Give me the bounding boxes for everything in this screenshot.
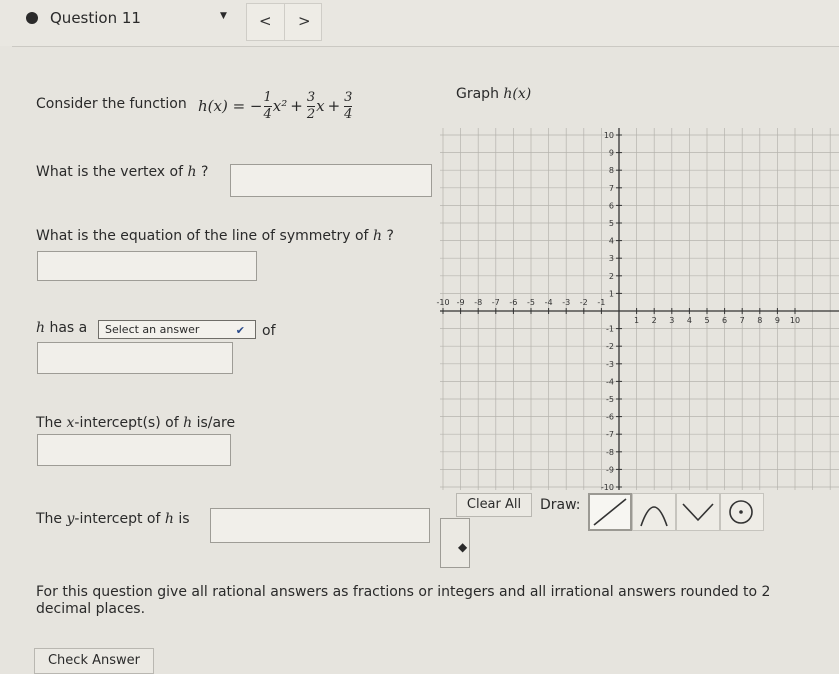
x-tick-label: 1: [634, 316, 640, 325]
symmetry-input[interactable]: [37, 251, 257, 281]
x-tick-label: -8: [474, 298, 483, 307]
x-tick-label: 9: [774, 316, 780, 325]
y-tick-label: 3: [608, 254, 614, 264]
extreme-type-select[interactable]: Select an answer ✔: [98, 320, 256, 339]
formula-lhs: h(x) = −: [198, 97, 263, 115]
x-tick-label: -3: [562, 298, 571, 307]
x-tick-label: 6: [722, 316, 728, 325]
prev-question-button[interactable]: <: [259, 12, 272, 30]
x-tick-label: 7: [739, 316, 745, 325]
y-tick-label: 6: [608, 201, 614, 211]
formula-plus: +: [290, 97, 303, 115]
x-tick-label: -7: [491, 298, 500, 307]
x-tick-label: 10: [789, 316, 801, 325]
extreme-point-input[interactable]: [37, 342, 233, 374]
y-tick-label: 4: [608, 236, 614, 246]
extreme-question: h has a: [36, 320, 88, 336]
y-intercept-question: The y-intercept of h is: [36, 511, 190, 527]
vertex-question: What is the vertex of h ?: [36, 164, 209, 180]
x-tick-label: -5: [527, 298, 535, 307]
x-tick-label: -2: [579, 298, 588, 307]
y-tick-label: 1: [608, 289, 614, 299]
formula-x2: x²: [272, 97, 288, 115]
x-tick-label: 2: [651, 316, 657, 325]
vertex-icon: [677, 494, 719, 530]
x-tick-label: 8: [757, 316, 763, 325]
y-tick-label: -5: [606, 395, 614, 404]
formula-plus: +: [327, 97, 341, 115]
line-tool-button[interactable]: [588, 493, 632, 531]
parabola-up-tool-button[interactable]: [632, 493, 676, 531]
y-tick-label: 8: [608, 166, 614, 176]
answer-instructions: For this question give all rational answers as fractions or integers and all irrational answers rounded to 2 decimal places.: [36, 584, 771, 617]
parabola-down-icon: [633, 494, 675, 530]
y-tick-label: -10: [600, 483, 614, 492]
y-tick-label: 10: [603, 131, 614, 140]
chevron-down-icon: ✔: [235, 324, 245, 337]
coordinate-grid[interactable]: [436, 128, 839, 492]
y-tick-label: -3: [606, 359, 614, 369]
y-tick-label: 2: [608, 271, 614, 281]
y-intercept-input[interactable]: [210, 508, 430, 543]
function-formula: [198, 86, 353, 126]
clear-all-button[interactable]: Clear All: [456, 493, 532, 517]
y-tick-label: -1: [606, 324, 614, 334]
next-question-button[interactable]: >: [298, 12, 311, 30]
x-tick-label: 4: [686, 316, 692, 325]
extreme-of-label: of: [262, 323, 276, 339]
question-dropdown-icon[interactable]: ▼: [220, 11, 227, 21]
y-tick-label: 9: [608, 148, 614, 158]
symmetry-question: What is the equation of the line of symmetry of h ?: [36, 228, 394, 244]
fraction-c: $\frac{3}{4}$: [344, 89, 353, 122]
x-intercept-input[interactable]: [37, 434, 231, 466]
y-tick-label: -9: [606, 465, 614, 475]
bullet-icon: ◆: [458, 540, 468, 554]
fraction-a: $\frac{1}{4}$: [263, 89, 272, 122]
formula-x: x: [316, 97, 325, 115]
graph-title: Graph h(x): [456, 86, 532, 102]
nav-divider: [284, 3, 285, 41]
y-tick-label: -6: [606, 412, 614, 422]
line-tool-icon: [590, 495, 630, 529]
y-tick-label: -2: [606, 342, 614, 352]
function-intro: Consider the function: [36, 96, 187, 112]
x-tick-label: -4: [544, 298, 553, 307]
vertex-input[interactable]: [230, 164, 432, 197]
x-tick-label: -10: [436, 298, 450, 307]
circle-tool-button[interactable]: [720, 493, 764, 531]
question-title: Question 11: [50, 9, 141, 27]
x-tick-label: 5: [704, 316, 710, 325]
question-status-dot: [26, 12, 38, 24]
x-tick-label: -9: [456, 298, 465, 307]
draw-label: Draw:: [540, 497, 581, 513]
header-divider: [12, 46, 839, 47]
y-tick-label: 5: [608, 219, 614, 228]
y-tick-label: 7: [608, 183, 614, 193]
circle-icon: [721, 494, 763, 530]
y-tick-label: -4: [606, 377, 614, 387]
x-intercept-question: The x-intercept(s) of h is/are: [36, 415, 236, 431]
x-tick-label: -1: [597, 298, 606, 307]
x-tick-label: -6: [509, 298, 518, 307]
x-tick-label: 3: [669, 316, 675, 325]
vertex-tool-button[interactable]: [676, 493, 720, 531]
check-answer-button[interactable]: Check Answer: [34, 648, 154, 674]
y-tick-label: -8: [606, 447, 614, 457]
fraction-b: $\frac{3}{2}$: [306, 89, 316, 122]
y-tick-label: -7: [606, 430, 614, 440]
